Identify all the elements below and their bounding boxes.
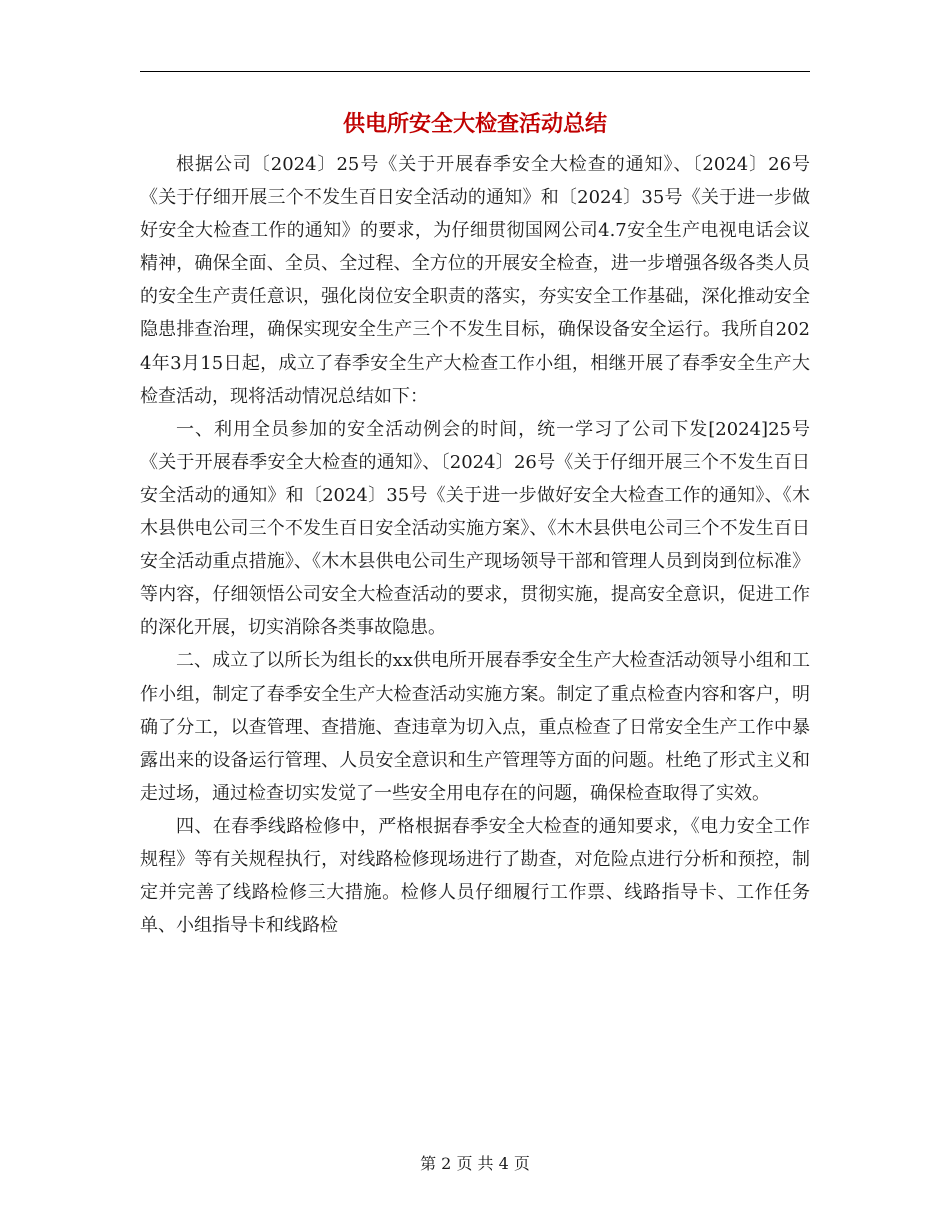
header-rule xyxy=(140,71,810,72)
page-number-footer: 第 2 页 共 4 页 xyxy=(420,1154,530,1173)
paragraph-section-2: 二、成立了以所长为组长的xx供电所开展春季安全生产大检查活动领导小组和工作小组，制定了春季安全生产大检查活动实施方案。制定了重点检查内容和客户，明确了分工，以查管理、查措施、查违章为切入点，重点检查了日常安全生产工作中暴露出来的设备运行管理、人员安全意识和生产管理等方面的问题。杜绝了形式主义和走过场，通过检查切实发觉了一些安全用电存在的问题，确保检查取得了实效。 xyxy=(140,650,810,804)
paragraph-intro: 根据公司〔2024〕25号《关于开展春季安全大检查的通知》、〔2024〕26号《关于仔细开展三个不发生百日安全活动的通知》和〔2024〕35号《关于进一步做好安全大检查工作的通知》的要求，为仔细贯彻国网公司4.7安全生产电视电话会议精神，确保全面、全员、全过程、全方位的开展安全检查，进一步增强各级各类人员的安全生产责任意识，强化岗位安全职责的落实，夯实安全工作基础，深化推动安全隐患排查治理，确保实现安全生产三个不发生目标，确保设备安全运行。我所自2024年3月15日起，成立了春季安全生产大检查工作小组，相继开展了春季安全生产大检查活动，现将活动情况总结如下： xyxy=(140,154,810,407)
document-body xyxy=(140,148,810,942)
document-title: 供电所安全大检查活动总结 xyxy=(342,111,607,137)
paragraph-section-1: 一、利用全员参加的安全活动例会的时间，统一学习了公司下发[2024]25号《关于开展春季安全大检查的通知》、〔2024〕26号《关于仔细开展三个不发生百日安全活动的通知》和〔2024〕35号《关于进一步做好安全大检查工作的通知》、《木木县供电公司三个不发生百日安全活动实施方案》、《木木县供电公司三个不发生百日安全活动重点措施》、《木木县供电公司生产现场领导干部和管理人员到岗到位标准》等内容，仔细领悟公司安全大检查活动的要求，贯彻实施，提高安全意识，促进工作的深化开展，切实消除各类事故隐患。 xyxy=(140,418,810,639)
paragraph-section-4: 四、在春季线路检修中，严格根据春季安全大检查的通知要求，《电力安全工作规程》等有关规程执行，对线路检修现场进行了勘查，对危险点进行分析和预控，制定并完善了线路检修三大措施。检修人员仔细履行工作票、线路指导卡、工作任务单、小组指导卡和线路检 xyxy=(140,815,810,937)
